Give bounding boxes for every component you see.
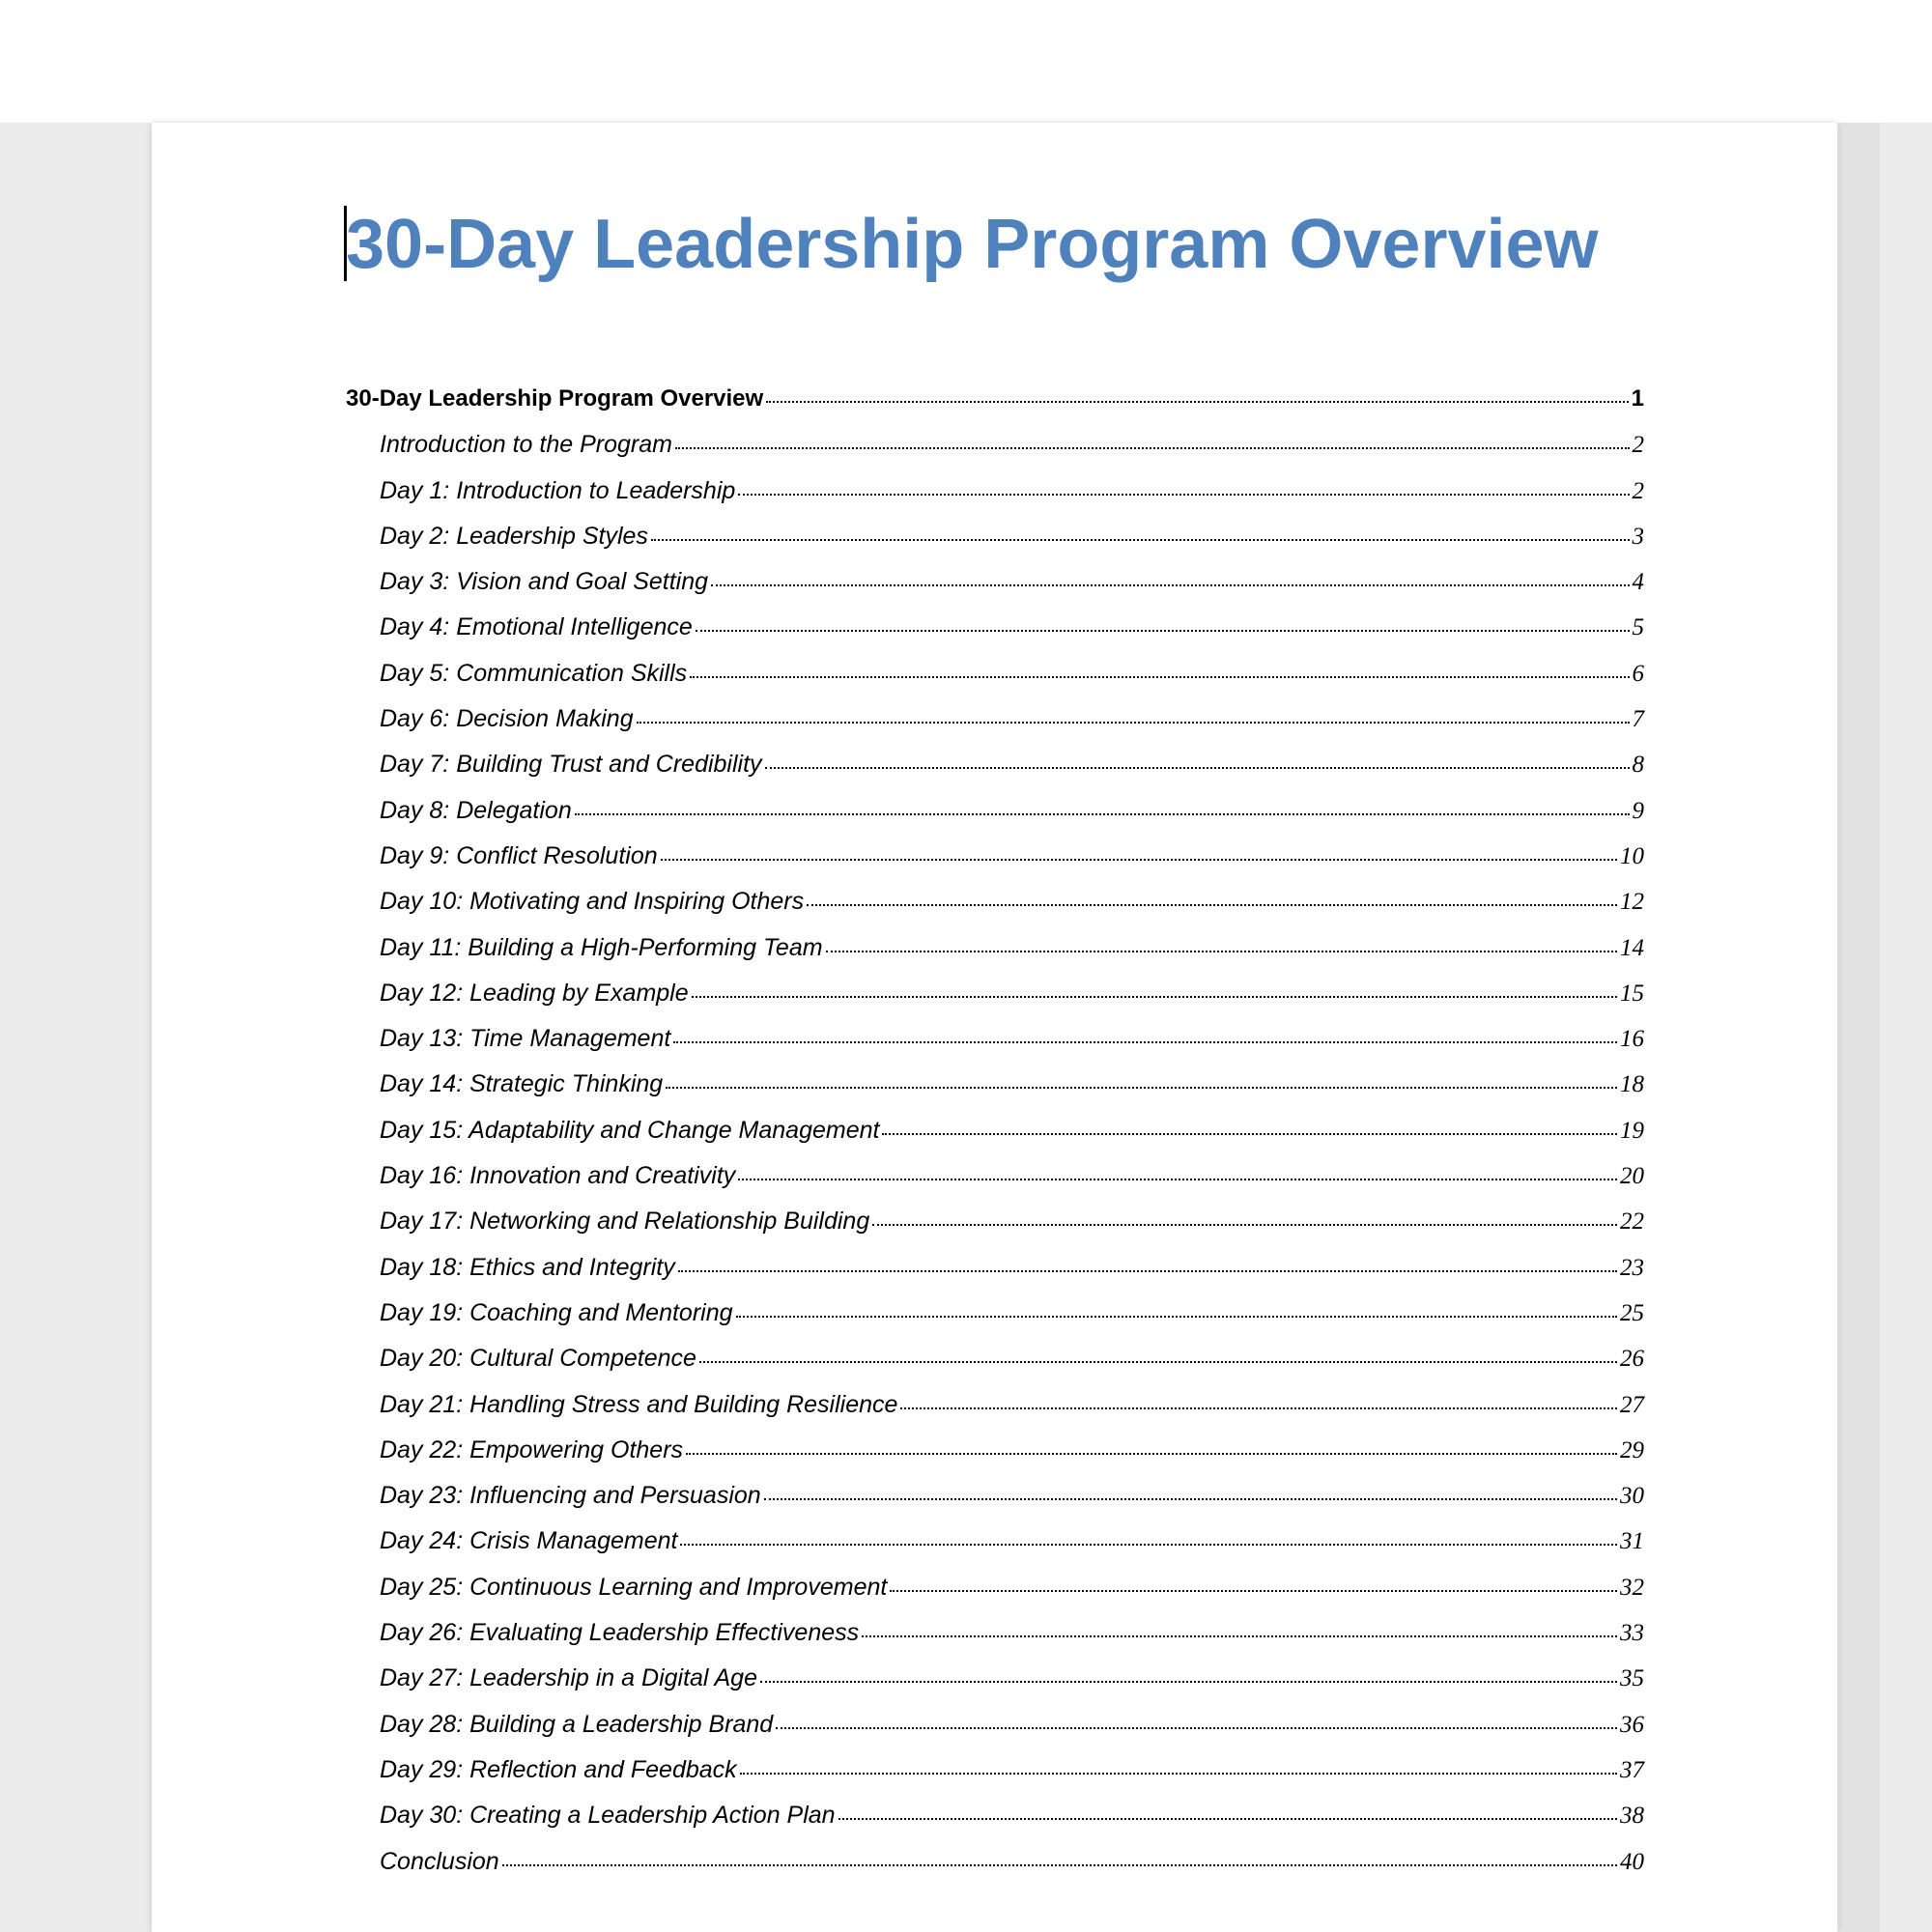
toc-page-number: 4	[1632, 569, 1644, 596]
toc-entry-label: Day 30: Creating a Leadership Action Plan	[380, 1802, 836, 1830]
toc-entry-label: Day 26: Evaluating Leadership Effectiveness	[380, 1619, 860, 1647]
toc-leader-dots	[765, 767, 1630, 769]
toc-page-number: 29	[1620, 1436, 1644, 1463]
toc-entry-label: Day 23: Influencing and Persuasion	[380, 1482, 761, 1510]
toc-entry-label: Day 27: Leadership in a Digital Age	[380, 1664, 757, 1692]
toc-entry-label: Day 9: Conflict Resolution	[380, 841, 658, 869]
toc-entry-label: Day 8: Delegation	[380, 796, 572, 824]
toc-leader-dots	[807, 904, 1617, 906]
toc-entry[interactable]	[346, 1482, 1644, 1527]
toc-page-number: 18	[1620, 1071, 1644, 1098]
toc-entry-label: Day 2: Leadership Styles	[380, 522, 648, 550]
toc-leader-dots	[680, 1544, 1617, 1546]
toc-page-number: 9	[1632, 797, 1644, 824]
workspace-gutter	[1839, 123, 1880, 1932]
toc-page-number: 16	[1620, 1026, 1644, 1053]
toc-entry[interactable]	[346, 1619, 1644, 1664]
toc-entry[interactable]	[346, 1299, 1644, 1345]
toc-entry-label: Day 10: Motivating and Inspiring Others	[380, 888, 805, 916]
toc-leader-dots	[637, 722, 1630, 724]
toc-leader-dots	[764, 1498, 1617, 1500]
toc-leader-dots	[678, 1270, 1617, 1272]
toc-entry-label: Day 12: Leading by Example	[380, 979, 689, 1007]
toc-entry[interactable]	[346, 842, 1644, 888]
toc-entry[interactable]	[346, 980, 1644, 1025]
document-page[interactable]	[152, 123, 1837, 1932]
toc-page-number: 22	[1620, 1208, 1644, 1236]
toc-leader-dots	[575, 813, 1630, 815]
toc-leader-dots	[826, 951, 1617, 952]
toc-entry-label: Day 14: Strategic Thinking	[380, 1070, 664, 1098]
toc-entry-label: Day 19: Coaching and Mentoring	[380, 1298, 733, 1326]
toc-entry-label: Day 1: Introduction to Leadership	[380, 476, 736, 504]
toc-entry-label: Day 16: Innovation and Creativity	[380, 1162, 736, 1190]
toc-entry[interactable]	[346, 1848, 1644, 1893]
toc-page-number: 8	[1632, 752, 1644, 779]
toc-page-number: 3	[1632, 523, 1644, 550]
toc-entry-label: Day 6: Decision Making	[380, 705, 634, 733]
toc-entry-label: Day 3: Vision and Goal Setting	[380, 568, 709, 596]
toc-entry-label: Day 11: Building a High-Performing Team	[380, 933, 823, 961]
toc-entry[interactable]	[346, 1802, 1644, 1847]
toc-entry[interactable]	[346, 613, 1644, 659]
toc-leader-dots	[711, 584, 1629, 586]
toc-entry[interactable]	[346, 477, 1644, 523]
toc-page-number: 5	[1632, 614, 1644, 641]
toc-entry-label: Day 7: Building Trust and Credibility	[380, 751, 762, 779]
toc-leader-dots	[696, 630, 1630, 632]
toc-page-number: 30	[1620, 1483, 1644, 1510]
table-of-contents	[346, 385, 1644, 1893]
toc-leader-dots	[882, 1133, 1617, 1135]
toc-entry-label: Day 24: Crisis Management	[380, 1527, 678, 1555]
toc-entry-label: 30-Day Leadership Program Overview	[346, 385, 764, 412]
toc-entry[interactable]	[346, 1756, 1644, 1802]
toc-page-number: 15	[1620, 980, 1644, 1007]
toc-page-number: 20	[1620, 1163, 1644, 1190]
toc-entry[interactable]	[346, 1117, 1644, 1162]
toc-leader-dots	[502, 1864, 1617, 1866]
toc-entry[interactable]	[346, 431, 1644, 476]
toc-entry-label: Introduction to the Program	[380, 431, 672, 459]
toc-page-number: 14	[1620, 934, 1644, 961]
toc-page-number: 32	[1620, 1574, 1644, 1601]
document-title[interactable]: 30-Day Leadership Program Overview	[346, 206, 1599, 283]
toc-page-number: 12	[1620, 889, 1644, 916]
toc-page-number: 19	[1620, 1117, 1644, 1144]
toc-entry[interactable]	[346, 1162, 1644, 1208]
toc-page-number: 26	[1620, 1346, 1644, 1373]
toc-page-number: 2	[1632, 432, 1644, 459]
toc-leader-dots	[661, 859, 1617, 861]
toc-leader-dots	[740, 1773, 1617, 1775]
toc-leader-dots	[862, 1635, 1617, 1637]
toc-entry[interactable]	[346, 797, 1644, 842]
toc-leader-dots	[738, 1179, 1617, 1180]
toc-leader-dots	[838, 1818, 1617, 1820]
toc-entry[interactable]	[346, 1391, 1644, 1436]
toc-entry[interactable]	[346, 1208, 1644, 1253]
toc-page-number: 7	[1632, 706, 1644, 733]
toc-entry[interactable]	[346, 568, 1644, 613]
toc-leader-dots	[738, 494, 1629, 496]
toc-leader-dots	[766, 401, 1628, 403]
toc-page-number: 25	[1620, 1299, 1644, 1326]
toc-leader-dots	[666, 1087, 1617, 1089]
toc-entry[interactable]	[346, 1254, 1644, 1299]
toc-entry-label: Day 29: Reflection and Feedback	[380, 1755, 737, 1783]
toc-page-number: 27	[1620, 1391, 1644, 1418]
toc-leader-dots	[872, 1224, 1617, 1226]
toc-entry-label: Day 28: Building a Leadership Brand	[380, 1710, 774, 1738]
toc-entry-label: Day 17: Networking and Relationship Building	[380, 1208, 870, 1236]
toc-leader-dots	[692, 996, 1617, 998]
toc-leader-dots	[673, 1041, 1617, 1043]
toc-page-number: 2	[1632, 477, 1644, 504]
toc-leader-dots	[736, 1316, 1617, 1318]
toc-page-number: 6	[1632, 660, 1644, 687]
toc-page-number: 36	[1620, 1711, 1644, 1738]
toc-entry[interactable]	[346, 1025, 1644, 1070]
toc-leader-dots	[686, 1453, 1617, 1455]
toc-entry-label: Day 25: Continuous Learning and Improvement	[380, 1573, 888, 1601]
toc-entry[interactable]	[346, 1345, 1644, 1390]
toc-entry[interactable]	[346, 385, 1644, 431]
toc-leader-dots	[890, 1590, 1617, 1592]
toc-page-number: 10	[1620, 842, 1644, 869]
toc-entry[interactable]	[346, 1436, 1644, 1482]
toc-entry[interactable]	[346, 705, 1644, 751]
toc-leader-dots	[776, 1727, 1617, 1729]
toc-page-number: 31	[1620, 1528, 1644, 1555]
toc-page-number: 40	[1620, 1848, 1644, 1875]
toc-entry[interactable]	[346, 1070, 1644, 1116]
toc-entry[interactable]	[346, 934, 1644, 980]
toc-entry[interactable]	[346, 751, 1644, 796]
toc-entry-label: Day 4: Emotional Intelligence	[380, 613, 693, 641]
toc-entry-label: Day 21: Handling Stress and Building Resilience	[380, 1390, 898, 1418]
toc-entry-label: Day 18: Ethics and Integrity	[380, 1253, 675, 1281]
toc-entry-label: Day 22: Empowering Others	[380, 1435, 684, 1463]
toc-page-number: 1	[1631, 385, 1644, 412]
toc-entry[interactable]	[346, 523, 1644, 568]
toc-entry-label: Day 20: Cultural Competence	[380, 1345, 696, 1373]
toc-leader-dots	[699, 1361, 1617, 1363]
toc-leader-dots	[760, 1681, 1617, 1683]
toc-entry[interactable]	[346, 1711, 1644, 1756]
toc-page-number: 37	[1620, 1756, 1644, 1783]
toc-page-number: 38	[1620, 1803, 1644, 1830]
toc-leader-dots	[900, 1407, 1617, 1409]
toc-entry[interactable]	[346, 1664, 1644, 1710]
toc-entry-label: Day 13: Time Management	[380, 1025, 671, 1053]
toc-page-number: 33	[1620, 1620, 1644, 1647]
toc-entry[interactable]	[346, 1574, 1644, 1619]
toc-entry[interactable]	[346, 888, 1644, 933]
toc-leader-dots	[690, 676, 1629, 678]
toc-entry-label: Day 15: Adaptability and Change Management	[380, 1116, 880, 1144]
toc-entry-label: Conclusion	[380, 1847, 499, 1875]
toc-entry-label: Day 5: Communication Skills	[380, 659, 688, 687]
toc-entry[interactable]	[346, 1527, 1644, 1573]
toc-leader-dots	[675, 447, 1630, 449]
toc-page-number: 35	[1620, 1665, 1644, 1692]
toc-leader-dots	[651, 539, 1630, 541]
toc-entry[interactable]	[346, 660, 1644, 705]
toc-page-number: 23	[1620, 1254, 1644, 1281]
